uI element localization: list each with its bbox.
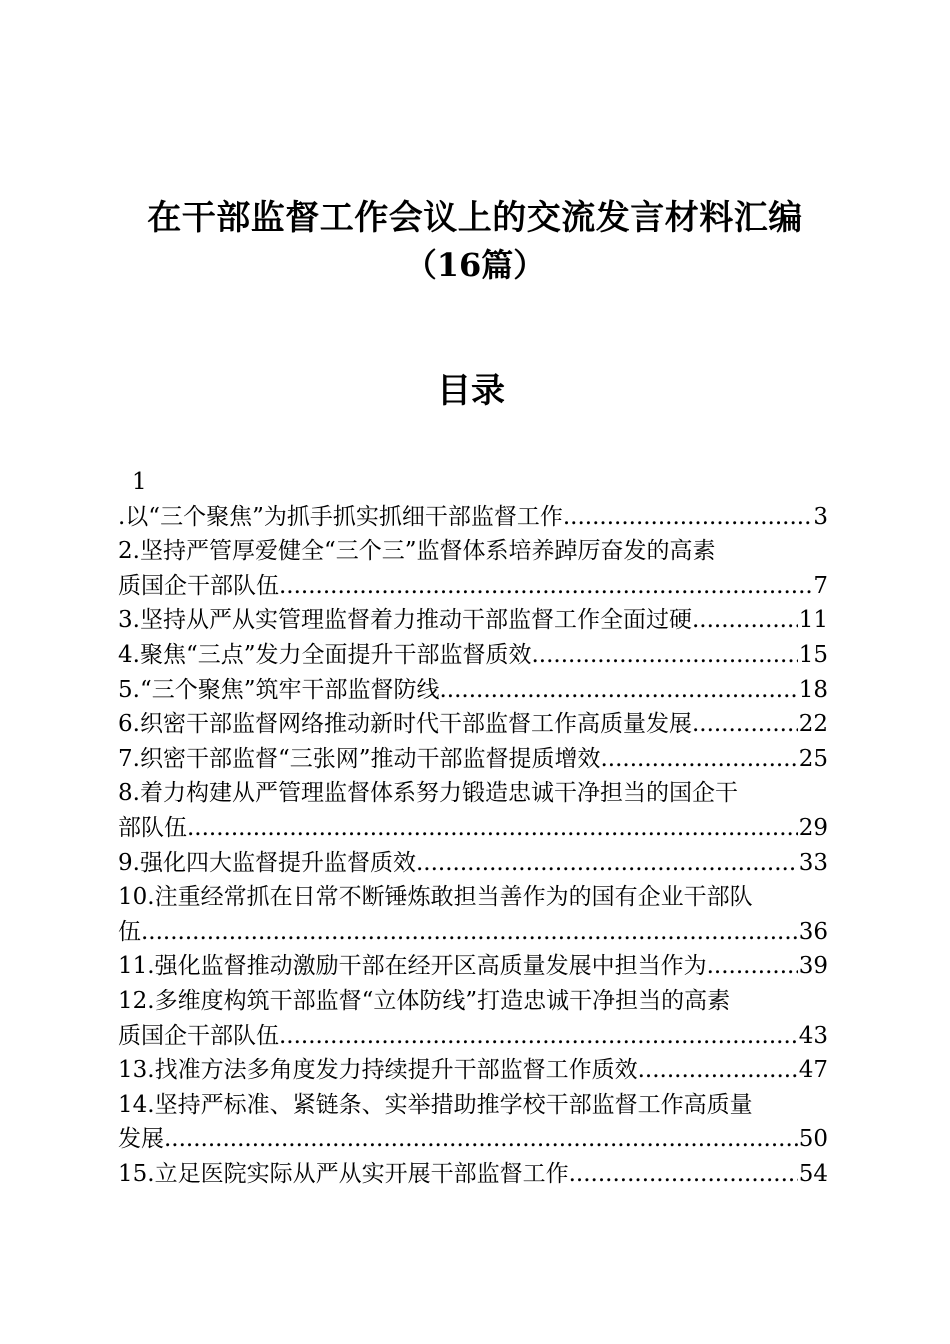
toc-entry-line [118, 534, 828, 569]
toc-page-number: 25 [798, 745, 828, 772]
toc-entry-line [118, 569, 828, 604]
toc-dot-leader [563, 500, 813, 535]
toc-dot-leader [692, 603, 798, 638]
toc-page-number: 33 [798, 849, 828, 876]
toc-dot-leader [279, 1019, 798, 1054]
toc-entry[interactable] [118, 846, 828, 881]
toc-entry[interactable] [118, 534, 828, 603]
toc-entry[interactable] [118, 776, 828, 845]
toc-entry-line [118, 500, 828, 535]
toc-entry-title: 2.坚持严管厚爱健全“三个三”监督体系培养踔厉奋发的高素 [118, 538, 716, 565]
toc-page-number: 47 [798, 1057, 828, 1084]
toc-entry[interactable] [118, 1053, 828, 1088]
toc-entry-title: .以“三个聚焦”为抓手抓实抓细干部监督工作 [118, 503, 563, 530]
toc-dot-leader [164, 1122, 798, 1157]
toc-entry-title: 15.立足医院实际从严从实开展干部监督工作 [118, 1160, 569, 1187]
toc-entry-line [118, 811, 828, 846]
document-subtitle: （16篇） [404, 246, 546, 284]
toc-lead-number: 1 [132, 469, 147, 495]
toc-entry-title: 4.聚焦“三点”发力全面提升干部监督质效 [118, 641, 532, 668]
toc-entry-line [118, 673, 828, 708]
toc-entry-line [118, 1122, 828, 1157]
toc-entry-title: 9.强化四大监督提升监督质效 [118, 849, 416, 876]
toc-dot-leader [141, 915, 798, 950]
toc-entry-title: 3.坚持从严从实管理监督着力推动干部监督工作全面过硬 [118, 607, 692, 634]
toc-dot-leader [692, 707, 798, 742]
toc-entry-title: 12.多维度构筑干部监督“立体防线”打造忠诚干净担当的高素 [118, 987, 731, 1014]
toc-entry[interactable] [118, 500, 828, 535]
toc-page-number: 39 [798, 953, 828, 980]
toc-heading: 目录 [437, 371, 505, 411]
toc-page-number: 43 [798, 1022, 828, 1049]
toc-page-number: 29 [798, 814, 828, 841]
toc-entry-title: 11.强化监督推动激励干部在经开区高质量发展中担当作为 [118, 953, 707, 980]
toc-entry-line [118, 1157, 828, 1192]
toc-page-number: 50 [798, 1126, 828, 1153]
toc-entry-title: 7.织密干部监督“三张网”推动干部监督提质增效 [118, 745, 601, 772]
toc-entry-line [118, 846, 828, 881]
toc-entry-line [118, 638, 828, 673]
toc-dot-leader [531, 638, 797, 673]
toc-entry-line [118, 949, 828, 984]
toc-entry[interactable] [118, 707, 828, 742]
toc-entry-line [118, 984, 828, 1019]
toc-page-number: 3 [813, 503, 828, 530]
toc-entry-title: 6.织密干部监督网络推动新时代干部监督工作高质量发展 [118, 711, 692, 738]
table-of-contents [118, 465, 828, 1191]
toc-dot-leader [707, 949, 798, 984]
toc-entry-line [118, 1088, 828, 1123]
toc-entry[interactable] [118, 603, 828, 638]
toc-entry-title: 13.找准方法多角度发力持续提升干部监督工作质效 [118, 1057, 638, 1084]
toc-dot-leader [187, 811, 798, 846]
toc-dot-leader [439, 673, 797, 708]
toc-dot-leader [279, 569, 812, 604]
toc-entry[interactable] [118, 673, 828, 708]
toc-entry-line [118, 1053, 828, 1088]
toc-page-number: 15 [798, 641, 828, 668]
toc-entry[interactable] [118, 984, 828, 1053]
document-title: 在干部监督工作会议上的交流发言材料汇编 [147, 198, 803, 238]
toc-dot-leader [569, 1157, 798, 1192]
toc-page-number: 7 [813, 572, 828, 599]
toc-entry[interactable] [118, 1088, 828, 1157]
toc-entry-line [118, 915, 828, 950]
toc-entry-title: 伍 [118, 918, 141, 945]
toc-entry-title: 部队伍 [118, 814, 187, 841]
toc-entry-line [118, 707, 828, 742]
toc-entry-line [118, 603, 828, 638]
toc-page-number: 22 [798, 711, 828, 738]
toc-entry[interactable] [118, 742, 828, 777]
toc-entry-title: 质国企干部队伍 [118, 1022, 279, 1049]
toc-page-number: 54 [798, 1160, 828, 1187]
toc-dot-leader [638, 1053, 798, 1088]
toc-page-number: 36 [798, 918, 828, 945]
toc-entry-title: 10.注重经常抓在日常不断锤炼敢担当善作为的国有企业干部队 [118, 884, 753, 911]
toc-entry-line [118, 742, 828, 777]
toc-page-number: 11 [798, 607, 828, 634]
toc-entry-title: 8.着力构建从严管理监督体系努力锻造忠诚干净担当的国企干 [118, 780, 738, 807]
toc-entry-title: 发展 [118, 1126, 164, 1153]
toc-entry-title: 14.坚持严标准、紧链条、实举措助推学校干部监督工作高质量 [118, 1091, 753, 1118]
toc-entry-title: 5.“三个聚焦”筑牢干部监督防线 [118, 676, 440, 703]
toc-page-number: 18 [798, 676, 828, 703]
toc-entry-line [118, 880, 828, 915]
toc-entry-line [118, 776, 828, 811]
toc-dot-leader [600, 742, 797, 777]
toc-entry[interactable] [118, 880, 828, 949]
toc-entry-line [118, 1019, 828, 1054]
toc-entry[interactable] [118, 1157, 828, 1192]
toc-entry[interactable] [118, 638, 828, 673]
toc-entry-title: 质国企干部队伍 [118, 572, 279, 599]
toc-dot-leader [416, 846, 798, 881]
toc-entry[interactable] [118, 949, 828, 984]
